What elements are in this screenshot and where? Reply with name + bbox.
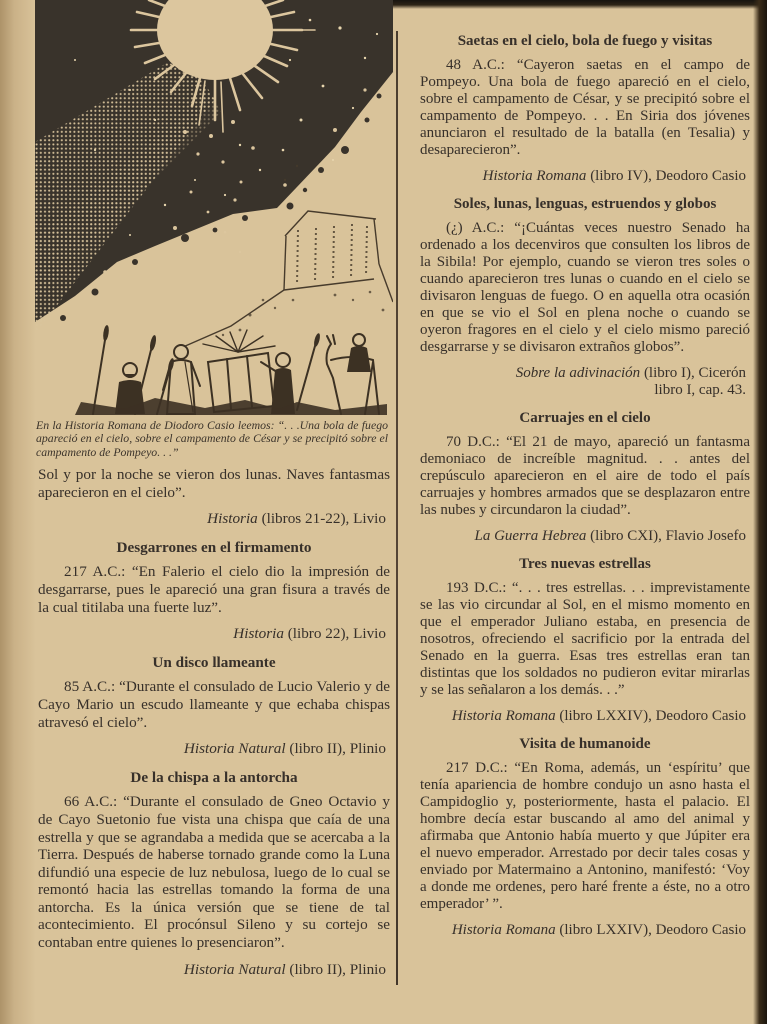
citation: Historia (libro 22), Livio	[233, 625, 386, 643]
citation: Historia Romana (libro IV), Deodoro Casio	[482, 168, 746, 184]
paragraph: 193 D.C.: “. . . tres estrellas. . . imprevistamente se las vio circundar al Sol, en el mismo momento en que el emperador Juliano estaba, en presencia de nosotros, ofreciendo el sacrificio por la entrada del Senado en la guerra. Esas tres estrellas eran tan distintas que los soldados no pudieron evitar mirarlas y se las señalaron a los demás. . .”	[420, 580, 750, 698]
citation: Historia Romana (libro LXXIV), Deodoro Casio	[451, 922, 746, 938]
heading: Un disco llameante	[152, 653, 276, 671]
paragraph: 85 A.C.: “Durante el consulado de Lucio Valerio y de Cayo Mario un escudo llameante y que echaba chispas atravesó el cielo”.	[38, 678, 390, 731]
paragraph: 66 A.C.: “Durante el consulado de Gneo Octavio y de Cayo Suetonio fue vista una chispa que caía de una estrella y que se agrandaba a medida que se acercaba a la Tierra. Después de haberse tornado grande como la Luna difundió una especie de luz nebulosa, luego de lo cual se remontó hacia las estrellas tomando la forma de una antorcha. Es la única versión que se tiene de tal acontecimiento. El procónsul Sileno y su cortejo se contaban entre quienes lo presenciaron”.	[38, 793, 390, 952]
citation-second-line: libro I, cap. 43.	[654, 382, 746, 398]
heading: Soles, lunas, lenguas, estruendos y globos	[453, 196, 717, 212]
fireball-illustration	[35, 0, 393, 415]
citation-work-title: Historia Romana	[451, 708, 556, 724]
paragraph: 70 D.C.: “El 21 de mayo, apareció un fantasma demoniaco de increíble magnitud. . . antes del crepúsculo aparecieron en el aire de todo el país carruajes y hombres armados que se desplazaron entre las nubes y circundaron la ciudad”.	[420, 434, 750, 518]
citation: Historia Romana (libro LXXIV), Deodoro Casio	[451, 708, 746, 724]
citation-work-title: Sobre la adivinación	[515, 365, 641, 381]
citation: La Guerra Hebrea (libro CXI), Flavio Josefo	[474, 528, 746, 544]
citation: Historia Natural (libro II), Plinio	[183, 740, 386, 758]
citation-work-title: Historia Romana	[451, 922, 556, 938]
citation-work-title: Historia	[207, 510, 258, 528]
paragraph: 48 A.C.: “Cayeron saetas en el campo de Pompeyo. Una bola de fuego apareció en el cielo, sobre el campamento de César, y se precipitó sobre el campamento de Pompeyo. . . En Siria dos jóvenes anunciaron el resultado de la batalla (en Tesalia) y desaparecieron”.	[420, 57, 750, 158]
heading: Visita de humanoide	[519, 736, 651, 752]
scan-edge-left	[0, 0, 36, 1024]
citation-work-title: Historia	[233, 625, 284, 643]
citation-work-title: Historia Natural	[183, 740, 286, 758]
scan-edge-right	[753, 0, 767, 1024]
heading: De la chispa a la antorcha	[130, 768, 298, 786]
heading: Carruajes en el cielo	[519, 410, 651, 426]
citation: Historia (libros 21-22), Livio	[207, 510, 386, 528]
illustration-caption: En la Historia Romana de Diodoro Casio leemos: “. . .Una bola de fuego apareció en el cielo, sobre el campamento de César y se precipitó sobre el campamento de Pompeyo. . .”	[36, 418, 388, 459]
column-divider	[396, 31, 398, 985]
citation-work-title: Historia Romana	[482, 168, 587, 184]
citation-work-title: Historia Natural	[183, 960, 286, 978]
heading: Tres nuevas estrellas	[519, 556, 651, 572]
paragraph: 217 A.C.: “En Falerio el cielo dio la impresión de desgarrarse, pues le apareció una gran fisura a través de la cual titilaba una fuerte luz”.	[38, 563, 390, 616]
paragraph: (¿) A.C.: “¡Cuántas veces nuestro Senado ha ordenado a los decenviros que consulten los libros de la Sibila! Por ejemplo, cuando se vieron tres soles o cuando aparecieron tres lunas o cuando en el cielo se divisaron lenguas de fuego. O en aquella otra ocasión en que se vio el Sol en plena noche o cuando se oyeron fragores en el cielo y el cielo mismo pareció desgarrarse y se divisaron extraños globos”.	[420, 220, 750, 355]
citation: Sobre la adivinación (libro I), Cicerón libro I, cap. 43.	[420, 365, 746, 399]
citation-work-title: La Guerra Hebrea	[474, 528, 587, 544]
paragraph: Sol y por la noche se vieron dos lunas. Naves fantasmas aparecieron en el cielo”.	[38, 466, 390, 501]
right-column	[420, 22, 750, 949]
citation: Historia Natural (libro II), Plinio	[183, 960, 386, 978]
soldiers-sketch	[75, 325, 387, 415]
paragraph: 217 D.C.: “En Roma, además, un ‘espíritu’ que tenía apariencia de hombre condujo un asno hasta el Campidoglio y, posteriormente, hasta el palacio. El hombre decía estar buscando al amo del animal y afirmaba que Antonio había muerto y que Júpiter era el nuevo emperador. Arrestado por decir tales cosas y enviado por Matermaino a Antonino, manifestó: ‘Voy a donde me ordenes, pero haré frente a éste, no a otro emperador’ ”.	[420, 760, 750, 912]
heading: Saetas en el cielo, bola de fuego y visitas	[457, 33, 713, 49]
scan-edge-top	[390, 0, 767, 9]
left-column	[38, 466, 390, 988]
heading: Desgarrones en el firmamento	[116, 538, 312, 556]
